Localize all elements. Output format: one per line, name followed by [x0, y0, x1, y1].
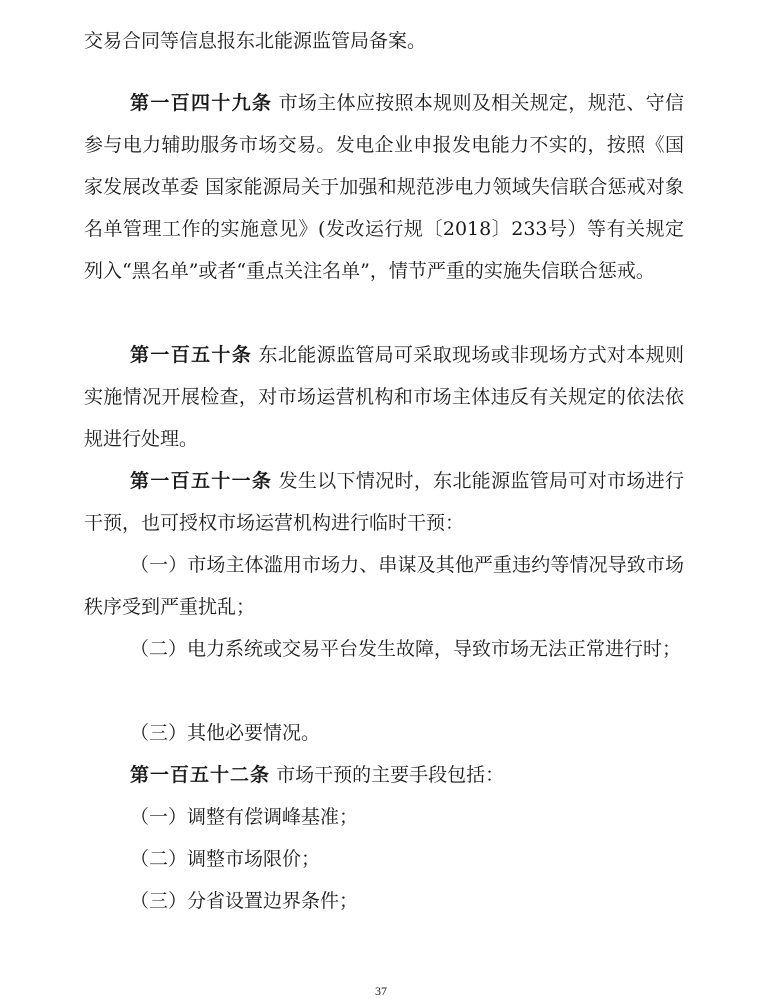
list-item — [84, 712, 684, 754]
article-152 — [84, 754, 684, 796]
list-item — [84, 628, 684, 670]
paragraph-text: （三）分省设置边界条件； — [130, 890, 359, 912]
article-number: 第一百五十二条 — [130, 764, 271, 786]
page-number: 37 — [375, 984, 387, 998]
list-item — [84, 544, 684, 628]
list-item — [84, 838, 684, 880]
article-number: 第一百五十条 — [130, 344, 253, 366]
list-item — [84, 796, 684, 838]
paragraph-text: （一）调整有偿调峰基准； — [130, 806, 359, 828]
paragraph-text: （二）调整市场限价； — [130, 848, 321, 870]
article-151 — [84, 460, 684, 544]
paragraph-text: 交易合同等信息报东北能源监管局备案。 — [84, 30, 427, 52]
article-150 — [84, 334, 684, 460]
paragraph-text: （三）其他必要情况。 — [130, 722, 321, 744]
list-item — [84, 880, 684, 922]
paragraph-continuation — [84, 20, 684, 62]
article-149 — [84, 82, 684, 292]
paragraph-text: 发生以下情况时，东北能源监管局可对市场进行干预，也可授权市场运营机构进行临时干预： — [84, 470, 684, 534]
paragraph-text: 市场干预的主要手段包括： — [276, 764, 505, 786]
article-number: 第一百四十九条 — [130, 92, 273, 114]
article-number: 第一百五十一条 — [130, 470, 273, 492]
paragraph-text: 东北能源监管局可采取现场或非现场方式对本规则实施情况开展检查，对市场运营机构和市场主体违反有关规定的依法依规进行处理。 — [84, 344, 684, 450]
paragraph-text: （二）电力系统或交易平台发生故障，导致市场无法正常进行时； — [130, 638, 682, 660]
paragraph-text: 市场主体应按照本规则及相关规定，规范、守信参与电力辅助服务市场交易。发电企业申报发电能力不实的，按照《国家发展改革委 国家能源局关于加强和规范涉电力领域失信联合惩戒对象名单管理工作的实施意见》(发改运行规〔2018〕233号）等有关规定列入“黑名单”或者“重点关注名单”，情节严重的实施失信联合惩戒。 — [84, 92, 684, 282]
paragraph-text: （一）市场主体滥用市场力、串谋及其他严重违约等情况导致市场秩序受到严重扰乱； — [84, 554, 684, 618]
